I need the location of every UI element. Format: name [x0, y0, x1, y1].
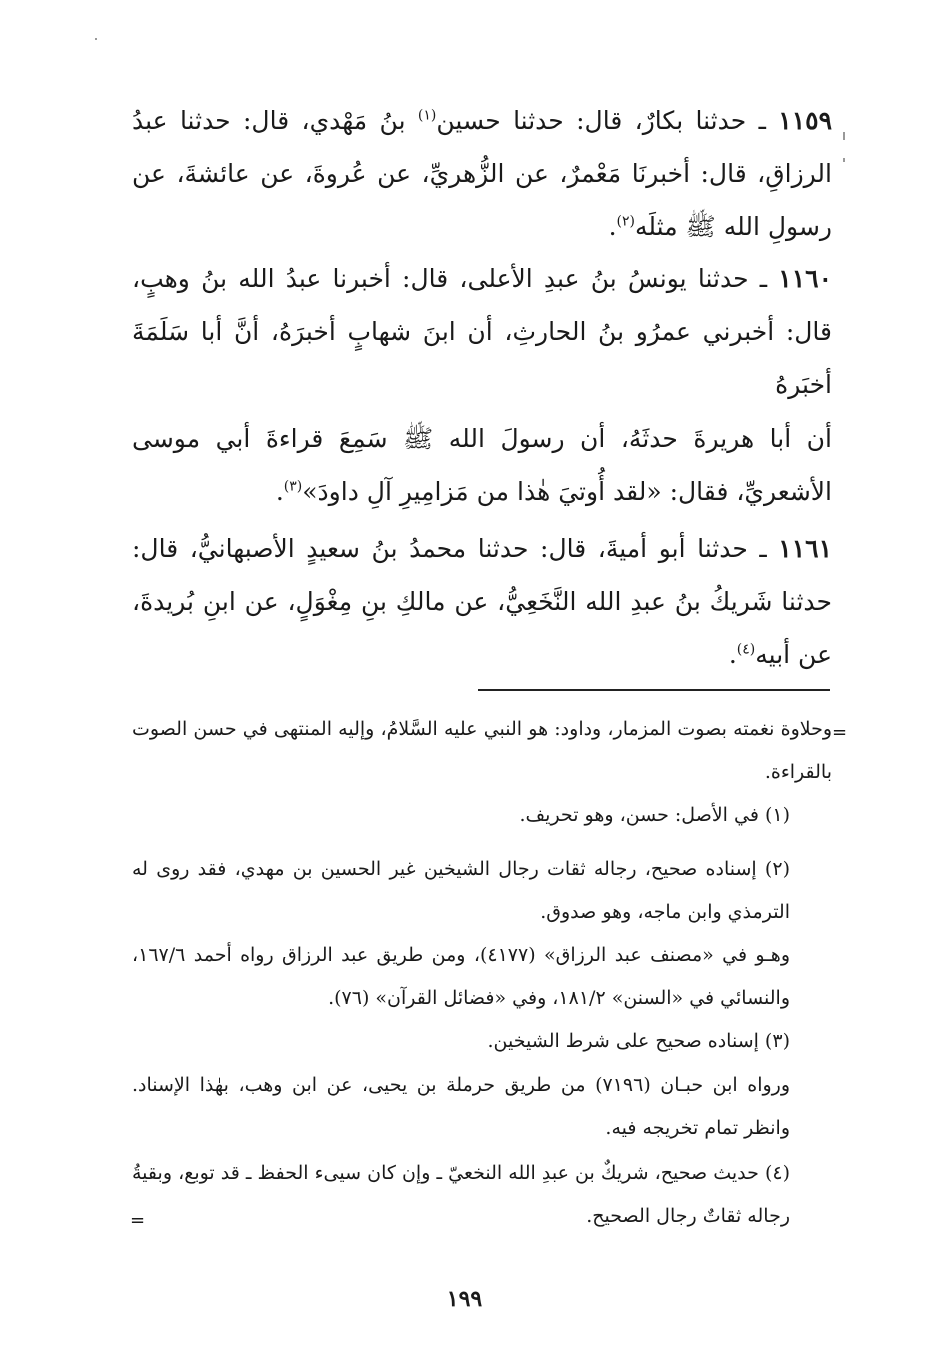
hadith-text: ـ حدثنا أبو أميةَ، قال: حدثنا محمدُ بنُ سعيدٍ الأصبهانيُّ، قال: حدثنا شَريكُ بنُ عبدِ الله النَّخَعِيُّ، عن مالكِ بنِ مِغْوَلٍ، عن ابنِ بُريدةَ، عن أبيه	[132, 534, 832, 669]
scan-speck	[843, 158, 845, 162]
footnote-continuation: وحلاوة نغمته بصوت المزمار، وداود: هو النبي عليه السَّلامُ، وإليه المنتهى في حسن الصوت بالقراءة.	[132, 718, 832, 783]
hadith-text: ـ حدثنا بكارٌ، قال: حدثنا حسين	[436, 106, 779, 135]
continuation-mark: =	[832, 722, 848, 743]
hadith-number: ١١٥٩	[778, 106, 832, 135]
hadith-text: ـ حدثنا يونسُ بنُ عبدِ الأعلى، قال: أخبرنا عبدُ الله بنُ وهبٍ، قال: أخبرني عمرُو بنُ الحارثِ، أن ابنَ شهابٍ أخبرَهُ، أنَّ أبا سَلَمَةَ أخبَرهُ	[132, 264, 832, 399]
sentence-end: .	[728, 640, 737, 669]
footnote-ref-3: (٣)	[283, 478, 303, 495]
footnote-3b: ورواه ابن حبـان (٧١٩٦) من طريق حرملة بن يحيى، عن ابن وهب، بهٰذا الإسناد. وانظر تمام تخريجه فيه.	[132, 1074, 791, 1139]
hadith-number: ١١٦١	[778, 534, 832, 563]
footnote-1: (١) في الأصل: حسن، وهو تحريف.	[519, 804, 790, 826]
hadith-1161	[132, 522, 832, 681]
scan-speck	[95, 38, 97, 40]
footnote-2b: وهـو في «مصنف عبد الرزاق» (٤١٧٧)، ومن طريق عبد الرزاق رواه أحمد ١٦٧/٦، والنسائي في «السنن» ١٨١/٢، وفي «فضائل القرآن» (٧٦).	[132, 944, 790, 1009]
footnote-4: (٤) حديث صحيح، شريكٌ بن عبدِ الله النخعيّ ـ وإن كان سيىء الحفظ ـ قد توبع، وبقيةُ رجاله ثقاتٌ رجال الصحيح.	[132, 1162, 790, 1227]
hadith-text: أن أبا هريرةَ حدثَهُ، أن رسولَ الله ﷺ سَمِعَ قراءةَ أبي موسى الأشعريِّ، فقال: «لقد أُوتيَ هٰذا من مَزامِيرِ آلِ داودَ»	[132, 424, 832, 506]
hadith-1160-matn	[132, 412, 832, 518]
page-number: ١٩٩	[446, 1286, 483, 1312]
continuation-mark-end: =	[130, 1210, 146, 1231]
footnote-ref-1: (١)	[417, 107, 437, 124]
footnote-ref-4: (٤)	[736, 641, 756, 658]
footnote-separator	[478, 689, 830, 691]
hadith-1159	[132, 94, 832, 253]
hadith-number: ١١٦٠	[778, 264, 832, 293]
footnote-2a: (٢) إسناده صحيح، رجاله ثقات رجال الشيخين غير الحسين بن مهدي، فقد روى له الترمذي وابن ماجه، وهو صدوق.	[132, 858, 790, 923]
hadith-1160	[132, 252, 832, 411]
footnote-ref-2: (٢)	[616, 213, 635, 230]
scan-speck	[843, 132, 845, 140]
hadith-text-cont: بنُ مَهْدي، قال: حدثنا عبدُ الرزاقِ، قال: أخبرنَا مَعْمرٌ، عن الزُّهريِّ، عن عُروةَ، عن عائشةَ، عن رسولِ الله ﷺ مثلَه	[132, 106, 832, 241]
footnote-3a: (٣) إسناده صحيح على شرط الشيخين.	[487, 1030, 790, 1052]
sentence-end: .	[608, 212, 617, 241]
sentence-end: .	[275, 477, 284, 506]
